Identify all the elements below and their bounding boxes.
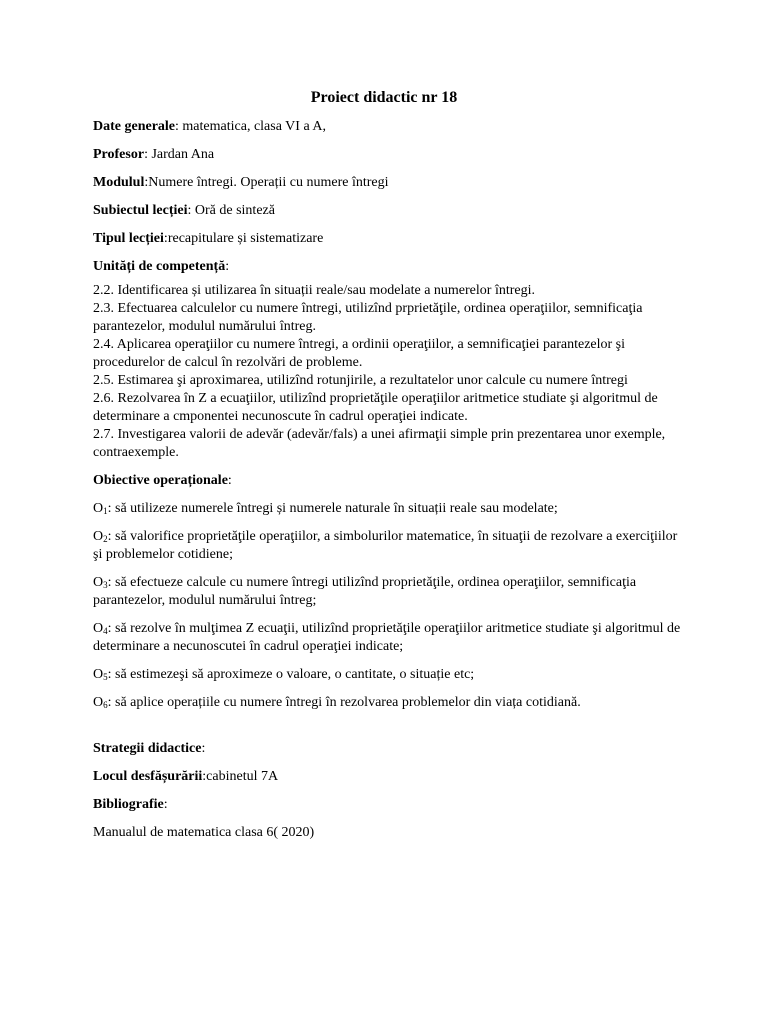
- field-label: Tipul lecției: [93, 231, 164, 246]
- objective-letter: O: [93, 529, 104, 544]
- field-label: Bibliografie: [93, 797, 164, 812]
- field-sep: :: [201, 741, 206, 756]
- field-label: Locul desfășurării: [93, 769, 203, 784]
- field-tipul: [93, 230, 683, 248]
- field-value: Oră de sinteză: [194, 203, 275, 218]
- objective-item: [93, 574, 683, 610]
- objective-letter: O: [93, 621, 104, 636]
- objective-letter: O: [93, 501, 104, 516]
- competence-item: 2.4. Aplicarea operaţiilor cu numere întregi, a ordinii operaţiilor, a semnificaţiei parantezelor şi procedurelor de calcul în rezolvări de probleme.: [93, 337, 626, 370]
- field-sep: :: [187, 203, 195, 218]
- field-sep: :: [163, 231, 168, 246]
- objective-text: : să rezolve în mulţimea Z ecuaţii, utilizînd proprietăţile operaţiilor aritmetice studiate şi algoritmul de determinare a necunoscutei în cadrul operaţiei indicate;: [93, 621, 681, 654]
- field-label: Profesor: [93, 147, 145, 162]
- field-label: Unități de competență: [93, 259, 226, 274]
- field-label: Subiectul lecției: [93, 203, 188, 218]
- field-sep: :: [202, 769, 207, 784]
- objective-index: 1: [103, 506, 108, 516]
- objective-letter: O: [93, 575, 104, 590]
- field-value: recapitulare și sistematizare: [167, 231, 324, 246]
- field-sep: :: [163, 797, 168, 812]
- field-label: Strategii didactice: [93, 741, 202, 756]
- competence-item: 2.2. Identificarea și utilizarea în situații reale/sau modelate a numerelor întregi.: [93, 283, 535, 298]
- competence-item: 2.5. Estimarea şi aproximarea, utilizînd rotunjirile, a rezultatelor unor calcule cu numere întregi: [93, 373, 628, 388]
- field-locul: [93, 768, 683, 786]
- objective-item: [93, 528, 683, 564]
- objective-item: [93, 620, 683, 656]
- objective-index: 4: [103, 626, 108, 636]
- objective-item: [93, 666, 683, 684]
- objectives-sep: :: [227, 473, 232, 488]
- field-sep: :: [225, 259, 230, 274]
- objectives-heading: [93, 472, 683, 490]
- objective-index: 3: [103, 580, 108, 590]
- field-sep: :: [175, 119, 183, 134]
- objective-index: 2: [103, 534, 108, 544]
- competence-item: 2.7. Investigarea valorii de adevăr (adevăr/fals) a unei afirmaţii simple prin prezentarea unor exemple, contraexemple.: [93, 427, 666, 460]
- objective-item: [93, 500, 683, 518]
- objective-index: 6: [103, 700, 108, 710]
- field-modulul: [93, 174, 683, 192]
- field-strategii: [93, 740, 683, 758]
- field-label: Date generale: [93, 119, 176, 134]
- objective-text: : să efectueze calcule cu numere întregi utilizînd proprietăţile, ordinea operaţiilor, semnificaţia parantezelor, modulul numărului întreg;: [93, 575, 637, 608]
- field-profesor: [93, 146, 683, 164]
- field-value: cabinetul 7A: [206, 769, 279, 784]
- objective-text: : să estimezeşi să aproximeze o valoare, o cantitate, o situație etc;: [107, 667, 475, 682]
- objective-letter: O: [93, 667, 104, 682]
- field-bibliografie: [93, 796, 683, 814]
- document-page: [93, 118, 683, 852]
- field-value: Jardan Ana: [151, 147, 215, 162]
- spacer: [93, 722, 683, 740]
- field-value: Numere întregi. Operații cu numere întregi: [148, 175, 389, 190]
- objective-text: : să aplice operațiile cu numere întregi în rezolvarea problemelor din viața cotidiană.: [107, 695, 581, 710]
- document-title: Proiect didactic nr 18: [310, 89, 458, 106]
- field-label: Modulul: [93, 175, 145, 190]
- objectives-label: Obiective operaționale: [93, 473, 228, 488]
- competence-item: 2.3. Efectuarea calculelor cu numere întregi, utilizînd prprietăţile, ordinea operaţiilor, semnificaţia parantezelor, modulul numărului întreg.: [93, 301, 643, 334]
- field-unitati: [93, 258, 683, 276]
- competence-item: 2.6. Rezolvarea în Z a ecuaţiilor, utilizînd proprietăţile operaţiilor aritmetice studiate şi algoritmul de determinare a cmponentei necunoscute în cadrul operaţiei indicate.: [93, 391, 658, 424]
- field-subiectul: [93, 202, 683, 220]
- objective-index: 5: [103, 672, 108, 682]
- objectives-list: [93, 500, 683, 712]
- field-sep: :: [144, 147, 152, 162]
- field-value: matematica, clasa VI a A,: [182, 119, 326, 134]
- bibliography-entry: Manualul de matematica clasa 6( 2020): [93, 825, 315, 840]
- objective-text: : să utilizeze numerele întregi și numerele naturale în situații reale sau modelate;: [107, 501, 558, 516]
- objective-text: : să valorifice proprietăţile operaţiilor, a simbolurilor matematice, în situaţii de rezolvare a exerciţiilor şi problemelor cotidiene;: [93, 529, 678, 562]
- competence-list: [93, 282, 683, 462]
- objective-item: [93, 694, 683, 712]
- objective-letter: O: [93, 695, 104, 710]
- field-sep: :: [144, 175, 149, 190]
- field-date-generale: [93, 118, 683, 136]
